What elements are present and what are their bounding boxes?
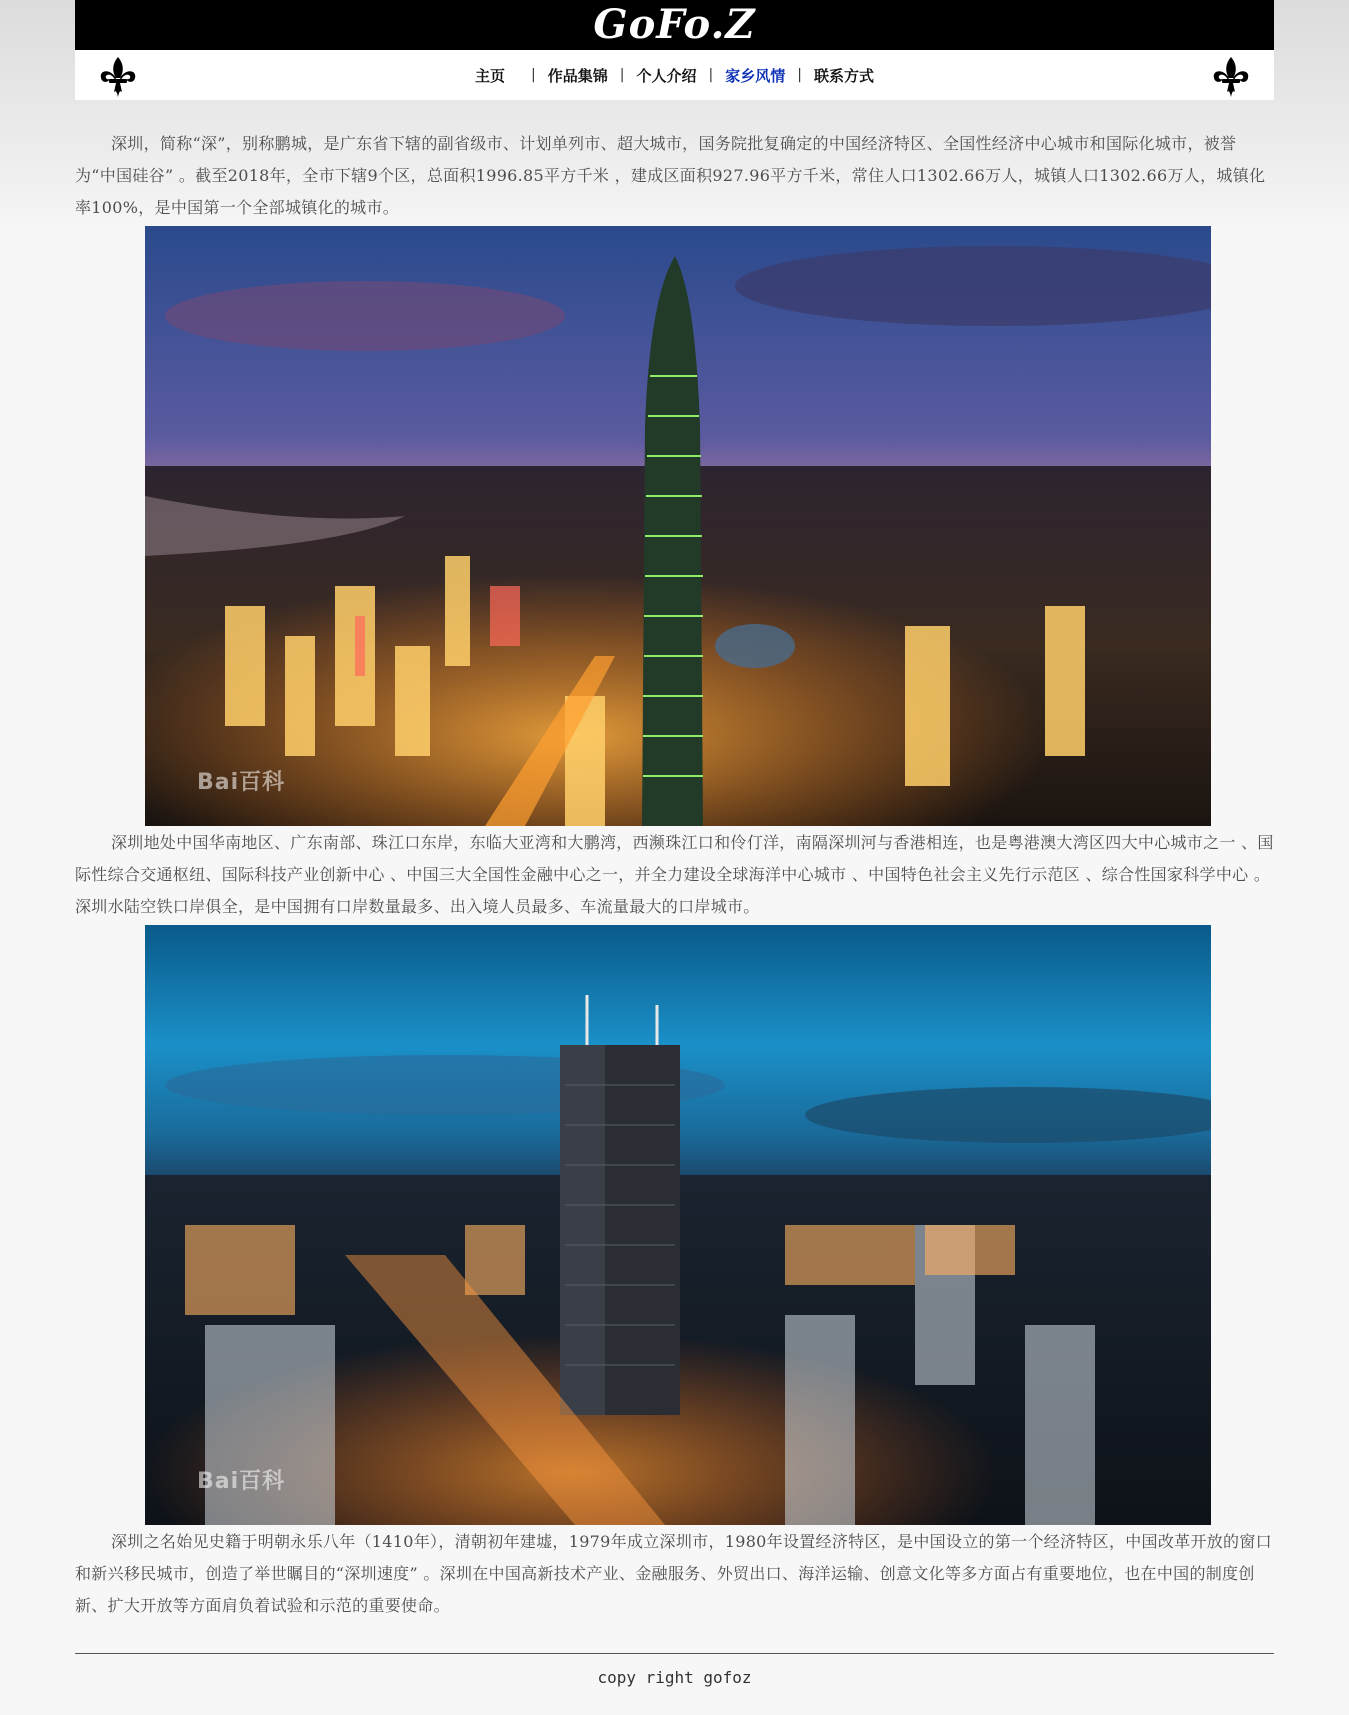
city-photo-night: [145, 925, 1211, 1525]
fleur-de-lis-icon: [95, 54, 141, 100]
nav-item-hometown[interactable]: 家乡风情: [725, 66, 786, 85]
footer-divider: [75, 1653, 1274, 1654]
nav-bar: [75, 50, 1274, 100]
intro-paragraph: 深圳，简称“深”，别称鹏城，是广东省下辖的副省级市、计划单列市、超大城市，国务院批复确定的中国经济特区、全国性经济中心城市和国际化城市，被誉为“中国硅谷” 。截至2018年，全市下辖9个区，总面积1996.85平方千米 ，建成区面积927.96平方千米，常住人口1302.66万人，城镇人口1302.66万人，城镇化率100%，是中国第一个全部城镇化的城市。: [75, 134, 1266, 217]
geography-paragraph: 深圳地处中国华南地区、广东南部、珠江口东岸，东临大亚湾和大鹏湾，西濒珠江口和伶仃洋，南隔深圳河与香港相连，也是粤港澳大湾区四大中心城市之一 、国际性综合交通枢纽、国际科技产业创新中心 、中国三大全国性金融中心之一，并全力建设全球海洋中心城市 、中国特色社会主义先行示范区 、综合性国家科学中心 。深圳水陆空铁口岸俱全，是中国拥有口岸数量最多、出入境人员最多、车流量最大的口岸城市。: [75, 833, 1274, 916]
city-photo-sunset: [145, 226, 1211, 826]
nav-item-contact[interactable]: 联系方式: [813, 66, 874, 85]
page-container: [75, 0, 1274, 1687]
site-logo[interactable]: GoFo.Z: [593, 1, 756, 48]
nav-separator: |: [619, 67, 625, 83]
nav-separator: |: [531, 67, 536, 83]
nav-separator: |: [797, 67, 802, 83]
nav-item-about[interactable]: 个人介绍: [636, 66, 697, 85]
nav-menu: [463, 65, 886, 86]
nav-item-home[interactable]: 主页: [475, 66, 506, 85]
nav-item-works[interactable]: 作品集锦: [547, 66, 608, 85]
history-paragraph: 深圳之名始见史籍于明朝永乐八年（1410年），清朝初年建墟，1979年成立深圳市，1980年设置经济特区，是中国设立的第一个经济特区，中国改革开放的窗口和新兴移民城市，创造了举世瞩目的“深圳速度” 。深圳在中国高新技术产业、金融服务、外贸出口、海洋运输、创意文化等多方面占有重要地位，也在中国的制度创新、扩大开放等方面肩负着试验和示范的重要使命。: [75, 1532, 1272, 1615]
image-watermark: Bai百科: [197, 1469, 286, 1494]
nav-separator: |: [708, 67, 714, 83]
header-banner: [75, 0, 1274, 50]
fleur-de-lis-icon: [1208, 54, 1254, 100]
footer-copyright: copy right gofoz: [597, 1668, 752, 1687]
image-watermark: Bai百科: [197, 770, 286, 795]
